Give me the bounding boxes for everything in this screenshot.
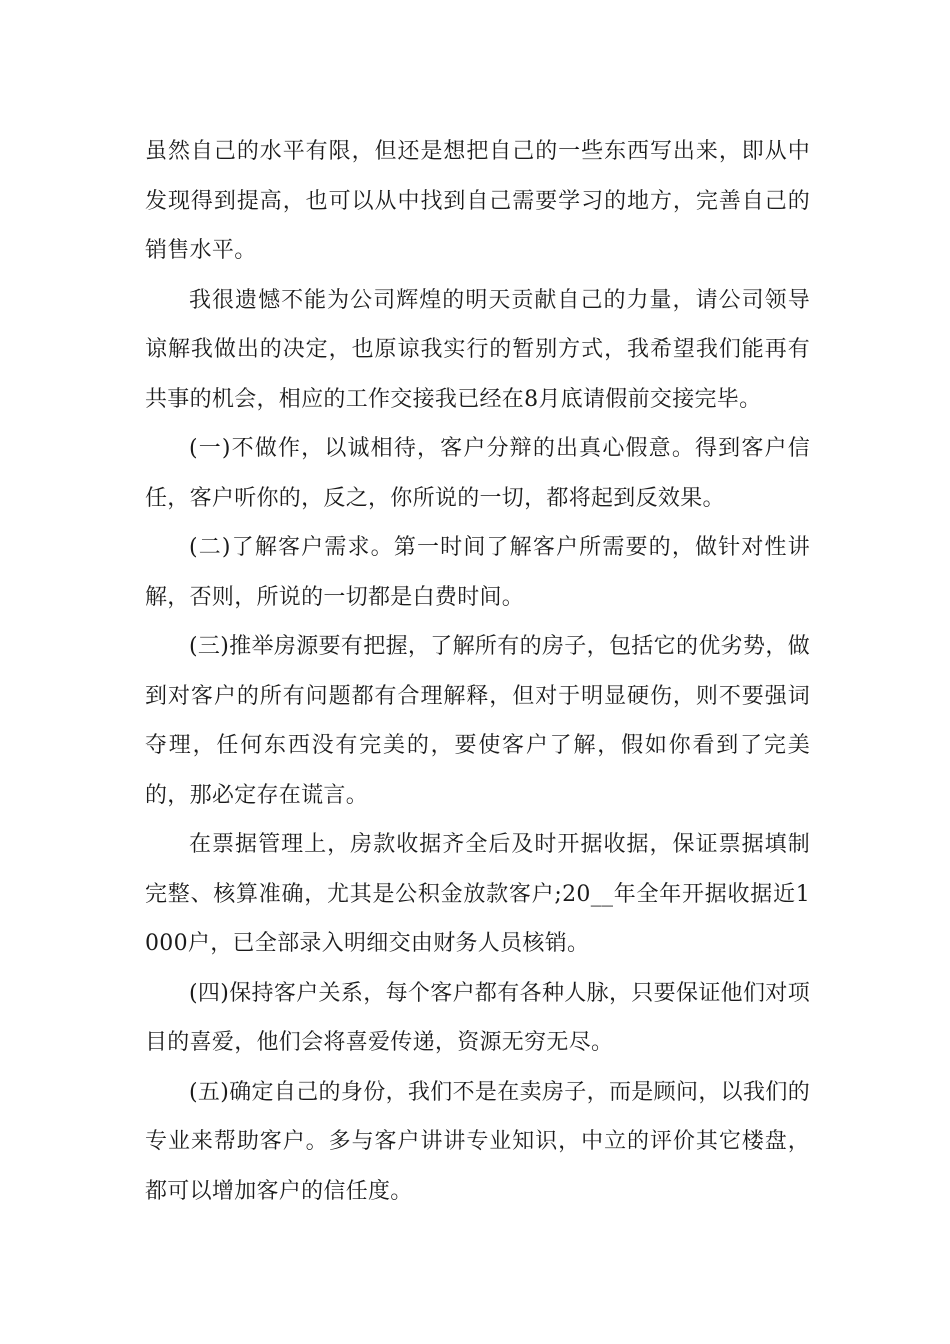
- paragraph-4: (二)了解客户需求。第一时间了解客户所需要的，做针对性讲解，否则，所说的一切都是白费时间。: [145, 535, 810, 610]
- paragraph-6: 在票据管理上，房款收据齐全后及时开据收据，保证票据填制完整、核算准确，尤其是公积金放款客户;20__年全年开据收据近1000户，已全部录入明细交由财务人员核销。: [145, 832, 810, 956]
- paragraph-5: (三)推举房源要有把握，了解所有的房子，包括它的优劣势，做到对客户的所有问题都有合理解释，但对于明显硬伤，则不要强词夺理，任何东西没有完美的，要使客户了解，假如你看到了完美的，那必定存在谎言。: [145, 634, 810, 808]
- paragraph-2: 我很遗憾不能为公司辉煌的明天贡献自己的力量，请公司领导谅解我做出的决定，也原谅我实行的暂别方式，我希望我们能再有共事的机会，相应的工作交接我已经在8月底请假前交接完毕。: [145, 287, 810, 412]
- paragraph-1: 虽然自己的水平有限，但还是想把自己的一些东西写出来，即从中发现得到提高，也可以从中找到自己需要学习的地方，完善自己的销售水平。: [145, 139, 810, 263]
- paragraph-7: (四)保持客户关系，每个客户都有各种人脉，只要保证他们对项目的喜爱，他们会将喜爱传递，资源无穷无尽。: [145, 980, 810, 1055]
- paragraph-3: (一)不做作，以诚相待，客户分辩的出真心假意。得到客户信任，客户听你的，反之，你所说的一切，都将起到反效果。: [145, 436, 810, 511]
- document-body: [145, 127, 810, 1216]
- paragraph-8: (五)确定自己的身份，我们不是在卖房子，而是顾问，以我们的专业来帮助客户。多与客户讲讲专业知识，中立的评价其它楼盘，都可以增加客户的信任度。: [145, 1079, 810, 1204]
